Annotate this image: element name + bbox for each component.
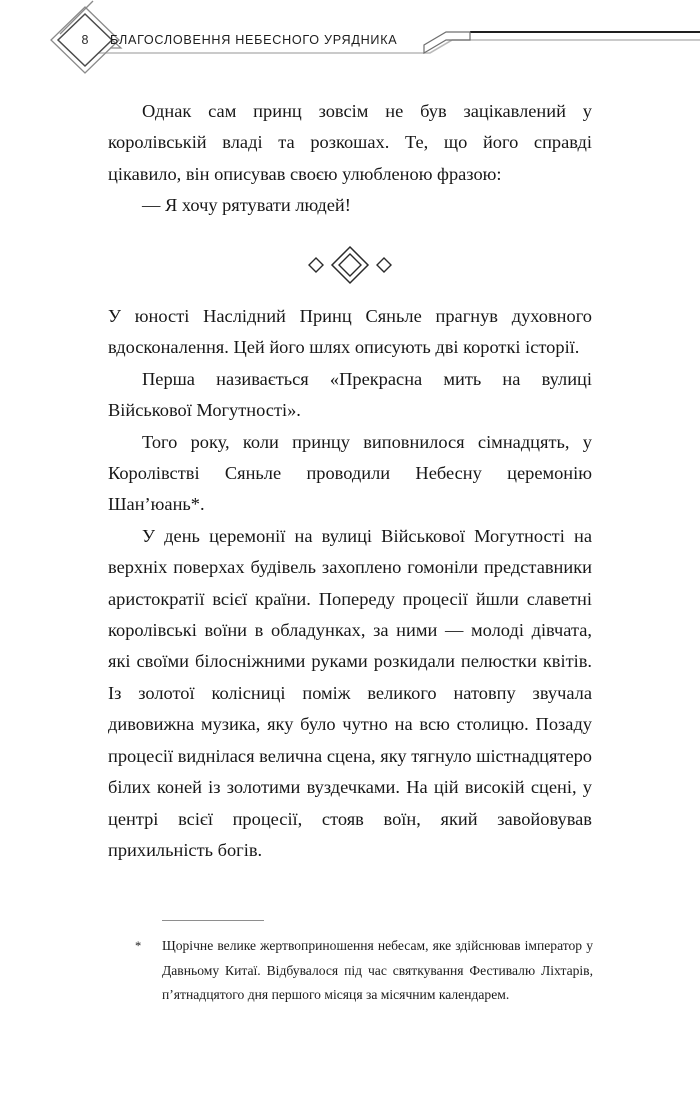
center-diamond-inner-icon xyxy=(339,254,361,276)
page-header xyxy=(0,0,700,80)
paragraph: У день церемонії на вулиці Військової Могутності на верхніх поверхах будівель захоплено гомоніли представники аристократії всієї країни. Попереду процесії йшли славетні королівські воїни в обладунках, за ними — молоді дівчата, які своїми білосніжними руками розкидали пелюстки квітів. Із золотої колісниці поміж великого натовпу звучала дивовижна музика, яку було чутно на всю столицю. Позаду процесії виднілася велична сцена, яку тягнуло шістнадцятеро білих коней із золотими вуздечками. На цій високій сцені, у центрі всієї процесії, стояв воїн, який завойовував прихильність богів. xyxy=(108,525,592,860)
footnote-separator-rule xyxy=(162,920,264,921)
diamond-ornament-icon xyxy=(295,245,405,285)
paragraph-dialogue: — Я хочу рятувати людей! xyxy=(142,195,351,216)
header-connector-right xyxy=(424,32,470,53)
small-diamond-left-icon xyxy=(309,258,323,272)
footnote-content xyxy=(135,934,593,1008)
body-text-column-second xyxy=(108,301,592,866)
center-diamond-outer-icon xyxy=(332,247,368,283)
footnote-text: Щорічне велике жертвоприношення небесам, яке здійснював імператор у Давньому Китаї. Відбувалося під час святкування Фестивалю Ліхтарів, п’ятнадцятого дня першого місяця за місячним календарем. xyxy=(162,938,593,1002)
page-number: 8 xyxy=(81,32,89,47)
paragraph: Однак сам принц зовсім не був зацікавлений у королівській владі та розкошах. Те, що його справді цікавило, він описував своєю улюбленою фразою: xyxy=(108,101,592,184)
section-divider xyxy=(0,243,700,287)
footnote-marker: * xyxy=(135,939,142,953)
small-diamond-right-icon xyxy=(377,258,391,272)
running-head-title: БЛАГОСЛОВЕННЯ НЕБЕСНОГО УРЯДНИКА xyxy=(110,33,398,47)
paragraph: У юності Наслідний Принц Сяньле прагнув духовного вдосконалення. Цей його шлях описують дві короткі історії. xyxy=(108,306,592,358)
paragraph: Перша називається «Прекрасна мить на вулиці Військової Могутності». xyxy=(108,368,592,421)
page-number-badge xyxy=(62,22,108,58)
footnote-block xyxy=(135,920,593,1008)
body-text-column xyxy=(108,96,592,222)
paragraph-with-footnote-ref: Того року, коли принцу виповнилося сімнадцять, у Королівстві Сяньле проводили Небесну церемонію Шан’юань*. xyxy=(108,431,592,515)
